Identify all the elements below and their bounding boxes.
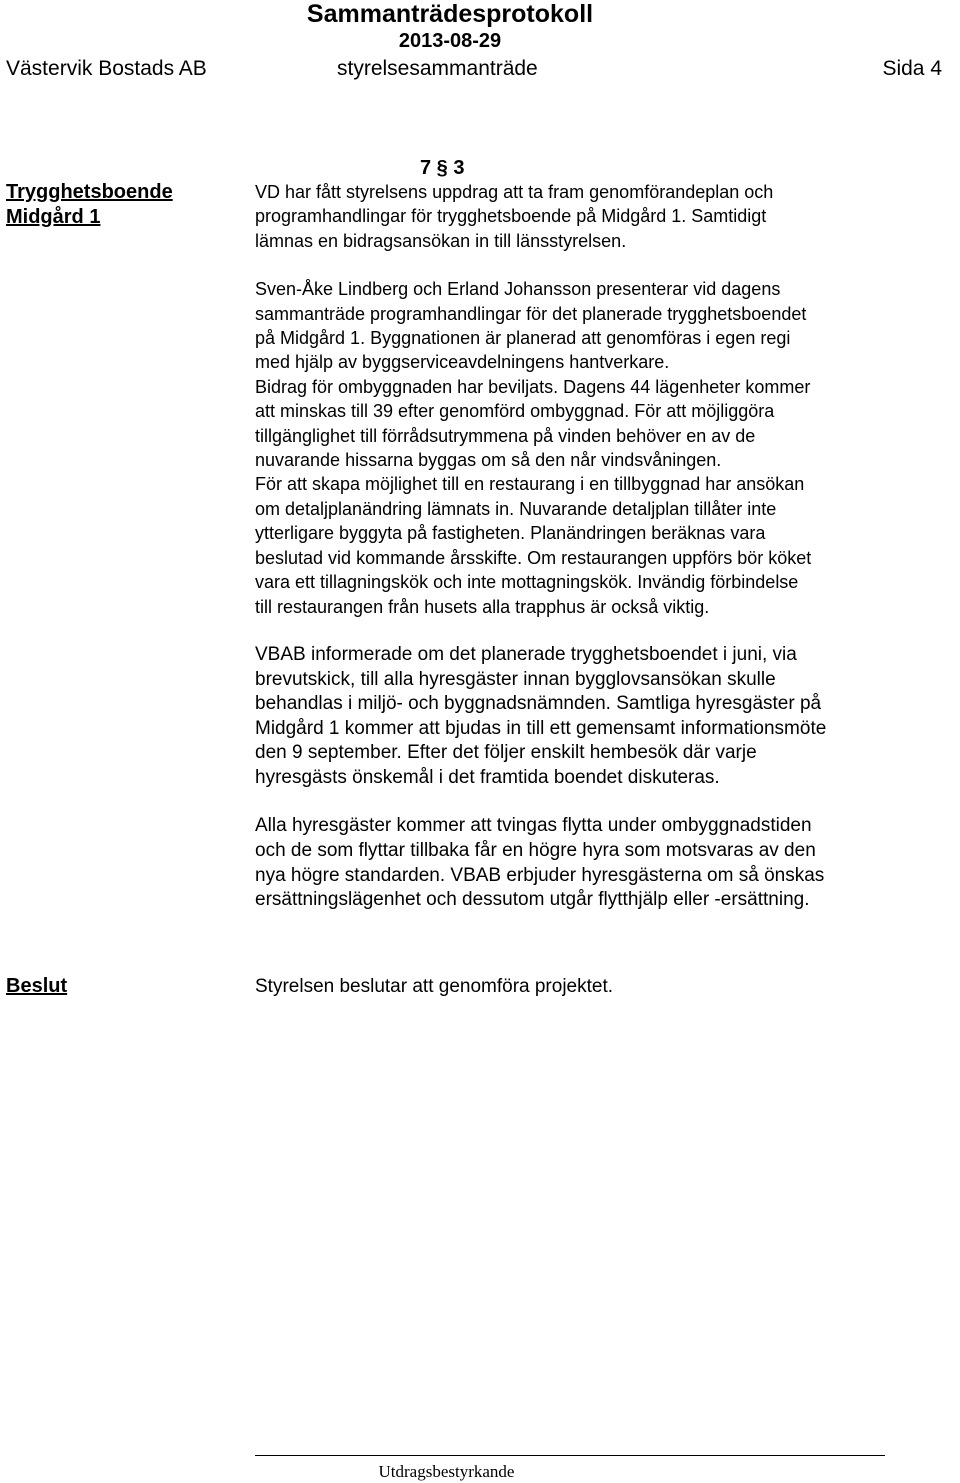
section-label-line: Trygghetsboende: [6, 181, 173, 203]
meeting-type: styrelsesammanträde: [337, 57, 538, 80]
text-line: ytterligare byggyta på fastigheten. Planändringen beräknas vara: [255, 523, 766, 544]
text-line: För att skapa möjlighet till en restaurang i en tillbyggnad har ansökan: [255, 474, 805, 495]
text-line: Alla hyresgäster kommer att tvingas flytta under ombyggnadstiden: [255, 815, 812, 837]
meeting-date: 2013-08-29: [398, 30, 502, 52]
section-body: [255, 180, 945, 913]
section-label: [6, 180, 226, 230]
page-number: Sida 4: [882, 57, 942, 80]
text-line: sammanträde programhandlingar för det planerade trygghetsboendet: [255, 303, 807, 324]
text-line: nuvarande hissarna byggas om så den når vindsvåningen.: [255, 450, 722, 471]
text-line: lämnas en bidragsansökan in till länsstyrelsen.: [255, 230, 627, 251]
text-line: Bidrag för ombyggnaden har beviljats. Dagens 44 lägenheter kommer: [255, 376, 811, 397]
text-line: och de som flyttar tillbaka får en högre hyra som motsvaras av den: [255, 840, 816, 862]
paragraph-relocation: [255, 814, 945, 912]
text-line: VD har fått styrelsens uppdrag att ta fram genomförandeplan och: [255, 182, 774, 202]
text-line: på Midgård 1. Byggnationen är planerad att genomföras i egen regi: [255, 328, 791, 349]
text-line: den 9 september. Efter det följer enskilt hembesök där varje: [255, 742, 757, 764]
text-line: nya högre standarden. VBAB erbjuder hyresgästerna om så önskas: [255, 864, 825, 886]
text-line: programhandlingar för trygghetsboende på Midgård 1. Samtidigt: [255, 206, 767, 227]
decision-text: Styrelsen beslutar att genomföra projektet.: [255, 976, 614, 997]
text-line: VBAB informerade om det planerade trygghetsboendet i juni, via: [255, 643, 797, 665]
text-line: att minskas till 39 efter genomförd ombyggnad. För att möjliggöra: [255, 401, 775, 422]
organization-name: Västervik Bostads AB: [6, 57, 207, 80]
signature-line: [255, 1455, 885, 1456]
text-line: tillgänglighet till förrådsutrymmena på vinden behöver en av de: [255, 425, 756, 446]
text-line: om detaljplanändring lämnats in. Nuvarande detaljplan tillåter inte: [255, 498, 777, 519]
document-title: Sammanträdesprotokoll: [306, 0, 594, 28]
text-line: med hjälp av byggserviceavdelningens hantverkare.: [255, 352, 670, 373]
text-line: till restaurangen från husets alla trapphus är också viktig.: [255, 596, 710, 617]
text-line: ersättningslägenhet och dessutom utgår flytthjälp eller -ersättning.: [255, 889, 810, 911]
section-label-line: Midgård 1: [6, 206, 101, 228]
text-line: hyresgästs önskemål i det framtida boendet diskuteras.: [255, 766, 720, 788]
paragraph-assignment: [255, 180, 945, 253]
text-line: vara ett tillagningskök och inte mottagningskök. Invändig förbindelse: [255, 572, 799, 593]
paragraph-information: [255, 643, 945, 791]
text-line: Sven-Åke Lindberg och Erland Johansson presenterar vid dagens: [255, 279, 781, 300]
text-line: Midgård 1 kommer att bjudas in till ett gemensamt informationsmöte: [255, 717, 827, 739]
decision-label: Beslut: [6, 975, 68, 997]
section-number: 7 § 3: [420, 157, 465, 179]
text-line: beslutad vid kommande årsskifte. Om restaurangen uppförs bör köket: [255, 547, 812, 568]
footer-label: Utdragsbestyrkande: [378, 1462, 515, 1481]
paragraph-presentation: [255, 277, 945, 619]
text-line: brevutskick, till alla hyresgäster innan bygglovsansökan skulle: [255, 668, 776, 690]
text-line: behandlas i miljö- och byggnadsnämnden. Samtliga hyresgäster på: [255, 693, 822, 715]
